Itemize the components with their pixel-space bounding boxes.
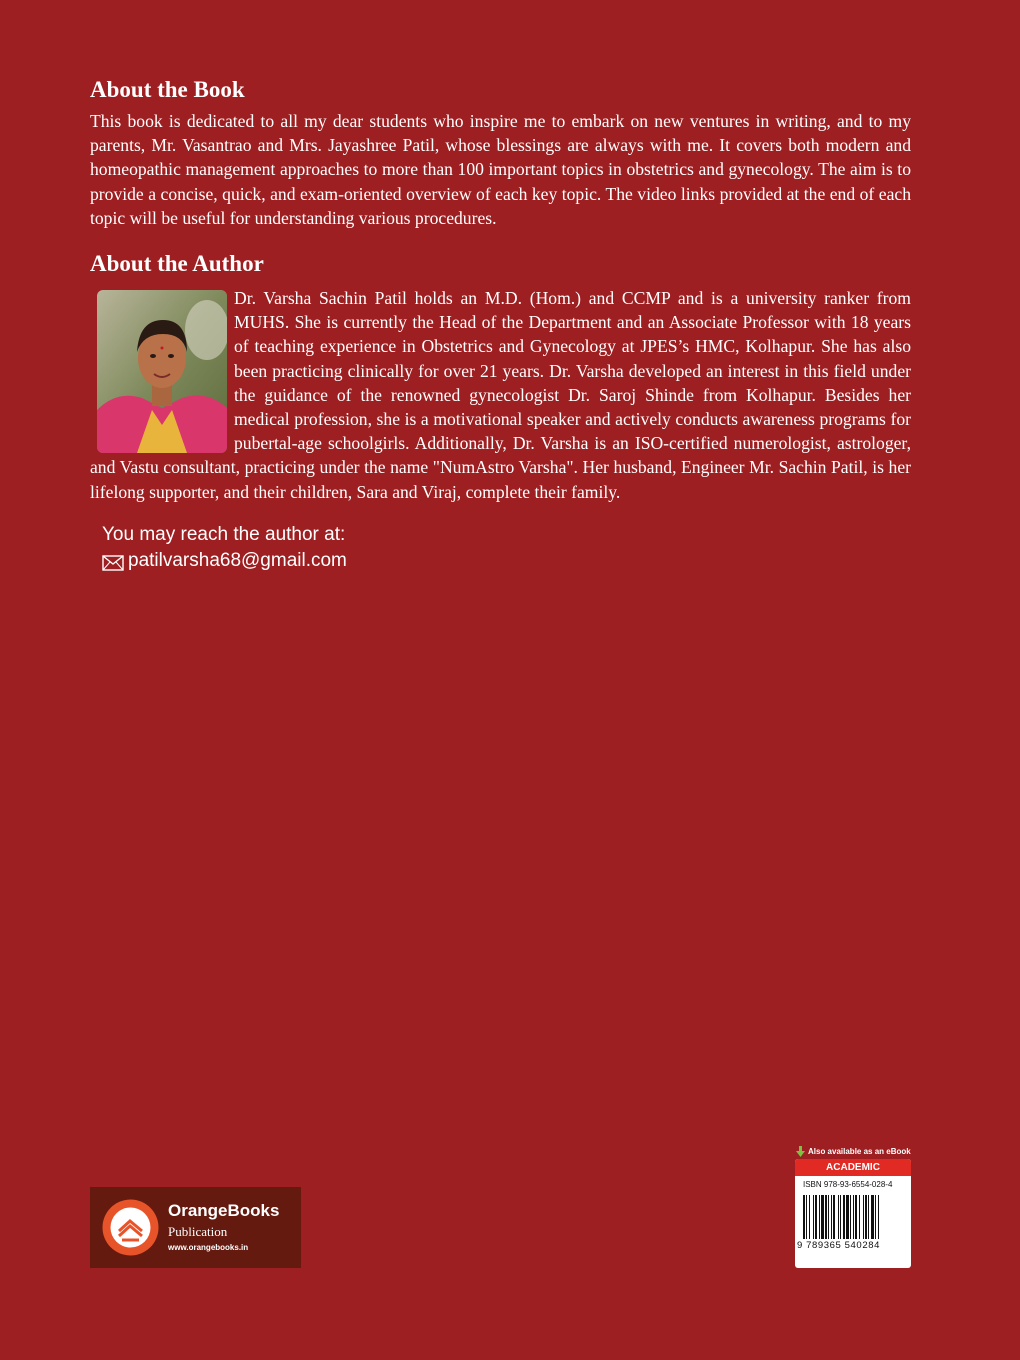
publisher-subtitle: Publication xyxy=(168,1224,228,1239)
category-label: ACADEMIC xyxy=(795,1159,911,1176)
barcode-box xyxy=(795,1159,911,1268)
about-author-heading: About the Author xyxy=(90,251,264,276)
author-section xyxy=(90,286,911,504)
about-author-text: Dr. Varsha Sachin Patil holds an M.D. (Hom.) and CCMP and is a university ranker from MUHS. She is currently the Head of the Department and an Associate Professor with 18 years of teaching experience in Obstetrics and Gynecology at JPES’s HMC, Kolhapur. She has also been practicing clinically for over 21 years. Dr. Varsha developed an interest in this field under the guidance of the renowned gynecologist Dr. Saroj Shinde from Kolhapur. Besides her medical profession, she is a motivational speaker and actively conducts awareness programs for pubertal-age schoolgirls. Additionally, Dr. Varsha is an ISO-certified numerologist, astrologer, and Vastu consultant, practicing under the name "NumAstro Varsha". Her husband, Engineer Mr. Sachin Patil, is her lifelong supporter, and their children, Sara and Viraj, complete their family. xyxy=(90,288,911,502)
orangebooks-emblem-icon xyxy=(101,1198,160,1257)
about-book-text: This book is dedicated to all my dear students who inspire me to embark on new ventures in writing, and to my parents, Mr. Vasantrao and Mrs. Jayashree Patil, whose blessings are always with me. It covers both modern and homeopathic management approaches to more than 100 important topics in obstetrics and gynecology. The aim is to provide a concise, quick, and exam-oriented overview of each key topic. The video links provided at the end of each topic will be useful for understanding various procedures. xyxy=(90,111,911,228)
contact-block xyxy=(102,522,347,574)
envelope-icon xyxy=(102,553,124,569)
barcode-icon xyxy=(803,1195,903,1239)
author-photo xyxy=(97,290,227,453)
ebook-note xyxy=(796,1146,911,1157)
publisher-name: OrangeBooks xyxy=(168,1201,280,1220)
author-email-link[interactable]: patilvarsha68@gmail.com xyxy=(128,550,347,571)
barcode-digits: 9 789365 540284 xyxy=(797,1240,880,1251)
isbn-text: ISBN 978-93-6554-028-4 xyxy=(803,1180,893,1189)
contact-label: You may reach the author at: xyxy=(102,524,346,545)
publisher-logo xyxy=(90,1187,301,1268)
download-arrow-icon xyxy=(796,1146,805,1157)
publisher-url: www.orangebooks.in xyxy=(168,1243,249,1252)
about-book-heading: About the Book xyxy=(90,77,245,102)
ebook-note-text: Also available as an eBook xyxy=(808,1147,911,1156)
email-row xyxy=(102,548,347,574)
